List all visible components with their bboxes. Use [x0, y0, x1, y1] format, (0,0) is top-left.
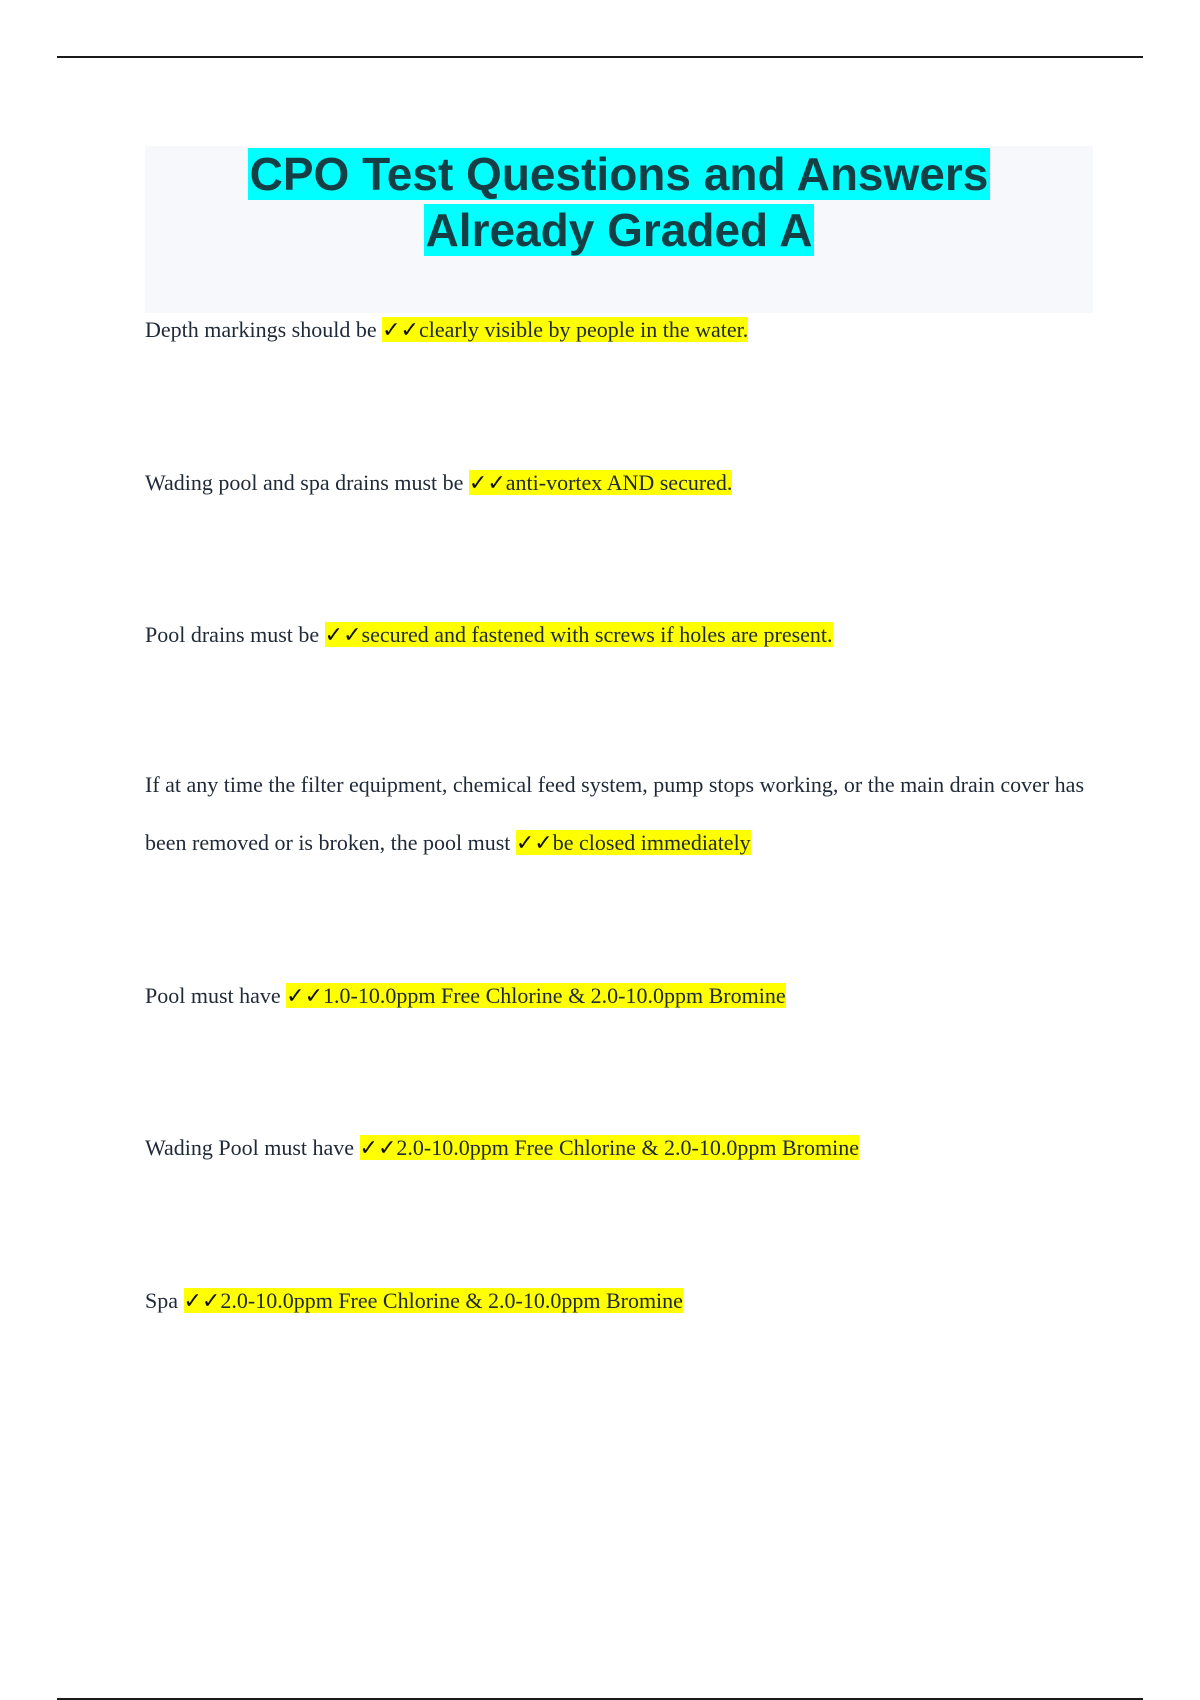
double-check-icon: ✓✓	[286, 984, 324, 1009]
qa-item	[145, 1119, 1095, 1178]
answer-highlight	[360, 1135, 859, 1160]
answer-highlight	[286, 983, 785, 1008]
answer-text: 2.0-10.0ppm Free Chlorine & 2.0-10.0ppm Bromine	[396, 1135, 859, 1160]
double-check-icon: ✓✓	[515, 831, 553, 856]
answer-text: be closed immediately	[552, 830, 751, 855]
double-check-icon: ✓✓	[324, 623, 362, 648]
question-text: Pool must have	[145, 983, 287, 1008]
qa-item	[145, 756, 1095, 873]
qa-item	[145, 1272, 1095, 1331]
top-rule	[57, 56, 1143, 58]
question-text: Depth markings should be	[145, 317, 383, 342]
qa-item	[145, 606, 1095, 665]
question-text: Wading pool and spa drains must be	[145, 470, 469, 495]
qa-item	[145, 301, 1095, 360]
answer-highlight	[184, 1288, 683, 1313]
double-check-icon: ✓✓	[359, 1136, 397, 1161]
answer-highlight	[516, 830, 751, 855]
answer-text: clearly visible by people in the water.	[418, 317, 749, 342]
question-text: Pool drains must be	[145, 622, 325, 647]
question-text: Wading Pool must have	[145, 1135, 360, 1160]
answer-highlight	[469, 470, 733, 495]
double-check-icon: ✓✓	[382, 318, 419, 343]
double-check-icon: ✓✓	[468, 471, 506, 496]
double-check-icon: ✓✓	[183, 1289, 221, 1314]
title-line-1: CPO Test Questions and Answers	[249, 148, 989, 200]
question-text: If at any time the filter equipment, chemical feed system, pump stops working, or the main drain cover has been removed or is broken, the pool must	[145, 772, 1085, 855]
qa-item	[145, 967, 1095, 1026]
answer-highlight	[325, 622, 833, 647]
question-text: Spa	[145, 1288, 184, 1313]
answer-text: secured and fastened with screws if holes are present.	[361, 622, 833, 647]
qa-item	[145, 454, 1095, 513]
document-title	[145, 146, 1093, 258]
answer-highlight	[382, 317, 748, 342]
answer-text: anti-vortex AND secured.	[505, 470, 733, 495]
answer-text: 2.0-10.0ppm Free Chlorine & 2.0-10.0ppm Bromine	[220, 1288, 683, 1313]
answer-text: 1.0-10.0ppm Free Chlorine & 2.0-10.0ppm Bromine	[323, 983, 786, 1008]
title-line-2: Already Graded A	[425, 204, 813, 256]
